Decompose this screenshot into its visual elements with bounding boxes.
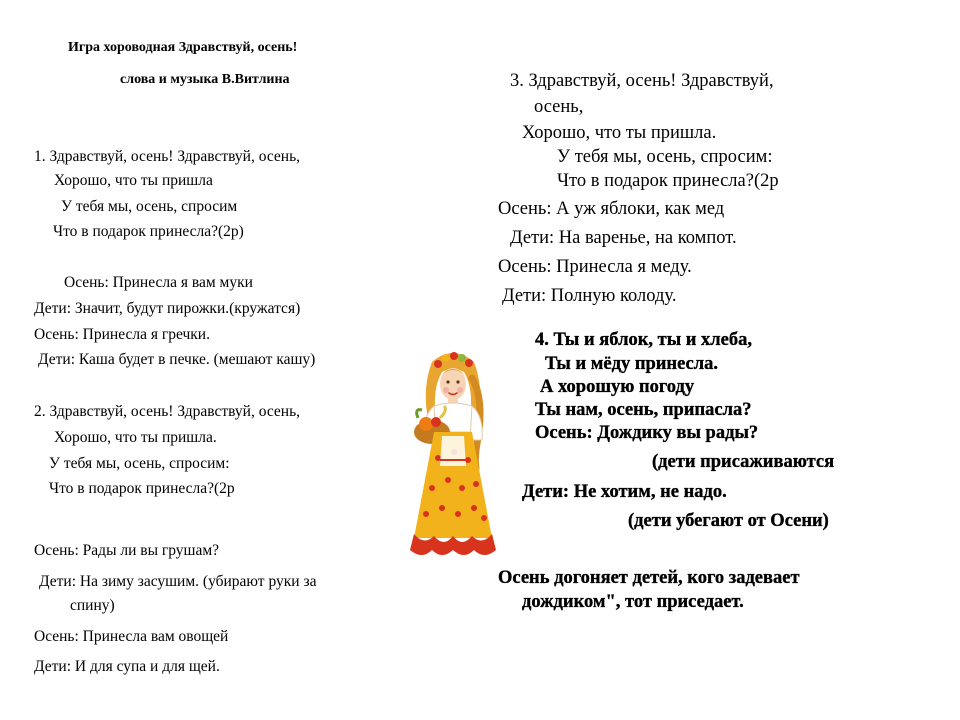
final-direction-line1: Осень догоняет детей, кого задевает (498, 568, 800, 588)
verse4-line2: Ты и мёду принесла. (545, 354, 718, 374)
verse2-line1: 2. Здравствуй, осень! Здравствуй, осень, (34, 403, 301, 420)
verse1-line3: У тебя мы, осень, спросим (61, 198, 238, 215)
kids-line-dry: Дети: На зиму засушим. (убирают руки за (39, 573, 317, 590)
verse1-line4: Что в подарок принесла?(2р) (53, 223, 244, 240)
autumn-line-flour: Осень: Принесла я вам муки (64, 274, 253, 291)
autumn-line-honey: Осень: Принесла я меду. (498, 257, 692, 277)
verse2-line2: Хорошо, что ты пришла. (54, 429, 217, 446)
autumn-line-apples: Осень: А уж яблоки, как мед (498, 199, 725, 219)
stage-direction-run: (дети убегают от Осени) (628, 511, 829, 531)
autumn-line-vegetables: Осень: Принесла вам овощей (34, 628, 229, 645)
stage-direction-sit: (дети присаживаются (652, 452, 835, 472)
autumn-girl-illustration (404, 348, 502, 560)
verse2-line3: У тебя мы, осень, спросим: (49, 455, 230, 472)
final-direction-line2: дождиком", тот приседает. (522, 592, 744, 612)
kids-line-porridge: Дети: Каша будет в печке. (мешают кашу) (38, 351, 316, 368)
autumn-line-rain: Осень: Дождику вы рады? (535, 423, 759, 443)
verse3-line1-cont: осень, (534, 97, 584, 117)
kids-line-jam: Дети: На варенье, на компот. (510, 228, 737, 248)
kids-line-soup: Дети: И для супа и для щей. (34, 658, 220, 675)
header-credits: слова и музыка В.Витлина (120, 72, 290, 87)
verse3-line4: Что в подарок принесла?(2р (557, 171, 779, 191)
verse2-line4: Что в подарок принесла?(2р (49, 480, 235, 497)
verse4-line3: А хорошую погоду (540, 377, 695, 397)
verse4-line4: Ты нам, осень, припасла? (535, 400, 752, 420)
autumn-line-pears: Осень: Рады ли вы грушам? (34, 542, 220, 559)
verse3-line2: Хорошо, что ты пришла. (522, 123, 717, 143)
kids-line-log: Дети: Полную колоду. (502, 286, 677, 306)
verse4-line1: 4. Ты и яблок, ты и хлеба, (535, 330, 753, 350)
autumn-line-buckwheat: Осень: Принесла я гречки. (34, 326, 210, 343)
verse1-line2: Хорошо, что ты пришла (54, 172, 213, 189)
kids-line-dry-cont: спину) (70, 597, 115, 614)
kids-line-no: Дети: Не хотим, не надо. (522, 482, 727, 502)
verse3-line3: У тебя мы, осень, спросим: (557, 147, 773, 167)
header-title: Игра хороводная Здравствуй, осень! (68, 40, 298, 55)
verse1-line1: 1. Здравствуй, осень! Здравствуй, осень, (34, 148, 301, 165)
verse3-line1: 3. Здравствуй, осень! Здравствуй, (510, 71, 774, 91)
kids-line-pies: Дети: Значит, будут пирожки.(кружатся) (34, 300, 301, 317)
